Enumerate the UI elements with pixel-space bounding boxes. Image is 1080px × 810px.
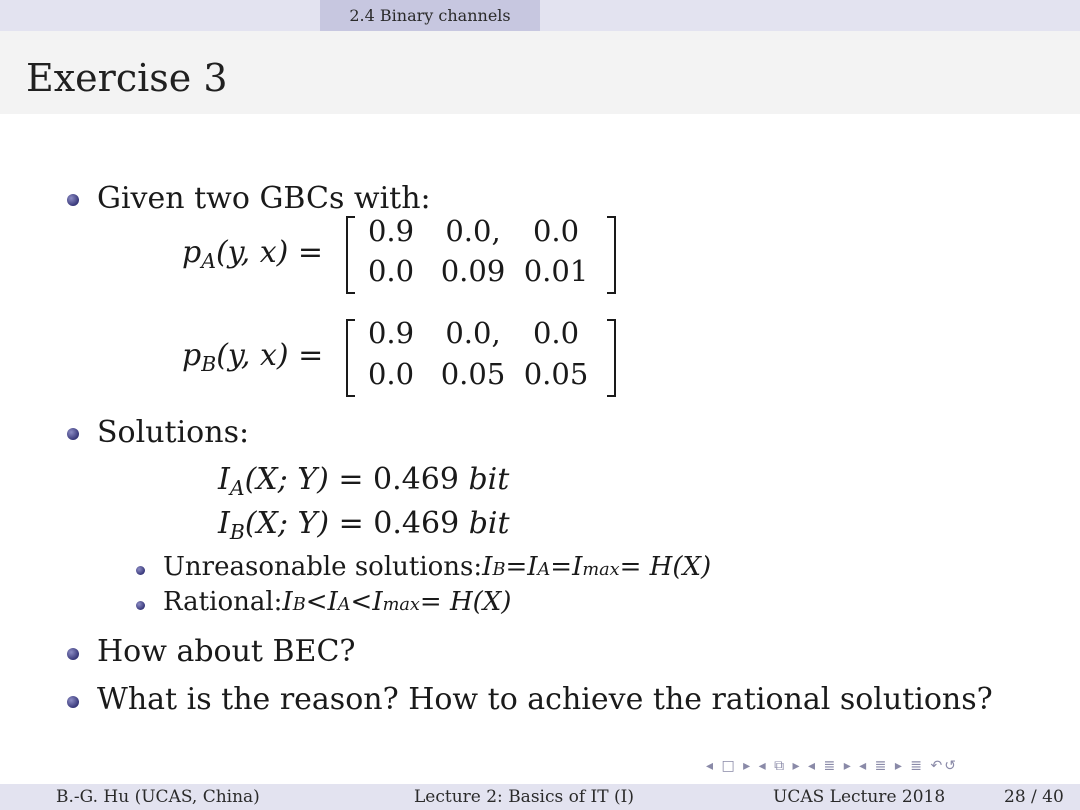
matrix-b-cell: 0.0,: [445, 316, 501, 350]
header-bar: [0, 0, 1080, 31]
footer-bar: [0, 784, 1080, 810]
matrix-a-cell: 0.9: [367, 214, 415, 248]
sub-bullet-unreasonable: Unreasonable solutions: I B = I A = I max = H(X): [163, 552, 712, 582]
pb-label: $p_B(y$, x) =: [182, 338, 324, 377]
matrix-b-cell: 0.05: [523, 357, 589, 391]
matrix-b-cell: 0.0: [367, 357, 415, 391]
matrix-a-cell: 0.09: [440, 254, 506, 288]
matrix-b-cell: 0.9: [367, 316, 415, 350]
solution-b: $I_B(X$; Y) = 0.469 bit: [218, 506, 510, 545]
bullet-icon: [67, 194, 79, 206]
matrix-b-cell: 0.05: [440, 357, 506, 391]
matrix-a-right-bracket: [607, 216, 616, 294]
footer-lecture: Lecture 2: Basics of IT (I): [414, 787, 634, 807]
title-bar: [0, 31, 1080, 114]
bullet-reason: What is the reason? How to achieve the rational solutions?: [97, 682, 993, 717]
solution-a: $I_A(X$; Y) = 0.469 bit: [218, 462, 510, 501]
footer-page-number: 28 / 40: [1004, 787, 1064, 807]
bullet-icon: [67, 648, 79, 660]
bullet-bec: How about BEC?: [97, 634, 356, 669]
sub-bullet-rational: Rational: I B < I A < I max = H(X): [163, 587, 512, 617]
matrix-a-cell: 0.0,: [445, 214, 501, 248]
sub-bullet-icon: [136, 601, 145, 610]
sub-bullet-icon: [136, 566, 145, 575]
footer-event: UCAS Lecture 2018: [773, 787, 946, 807]
bullet-solutions: Solutions:: [97, 415, 250, 450]
matrix-a-cell: 0.01: [523, 254, 589, 288]
matrix-a-cell: 0.0: [367, 254, 415, 288]
bullet-icon: [67, 428, 79, 440]
matrix-b-right-bracket: [607, 319, 616, 397]
footer-author: B.-G. Hu (UCAS, China): [56, 787, 260, 807]
navigation-controls[interactable]: ◂ □ ▸ ◂ ⧉ ▸ ◂ ≣ ▸ ◂ ≣ ▸ ≣ ↶↺: [706, 758, 958, 774]
matrix-a-cell: 0.0: [532, 214, 580, 248]
matrix-b-cell: 0.0: [532, 316, 580, 350]
section-title[interactable]: 2.4 Binary channels: [320, 0, 540, 31]
pa-label: $p_A(y$, x) =: [182, 235, 323, 274]
bullet-given: Given two GBCs with:: [97, 181, 431, 216]
slide-title: Exercise 3: [26, 56, 228, 100]
bullet-icon: [67, 696, 79, 708]
